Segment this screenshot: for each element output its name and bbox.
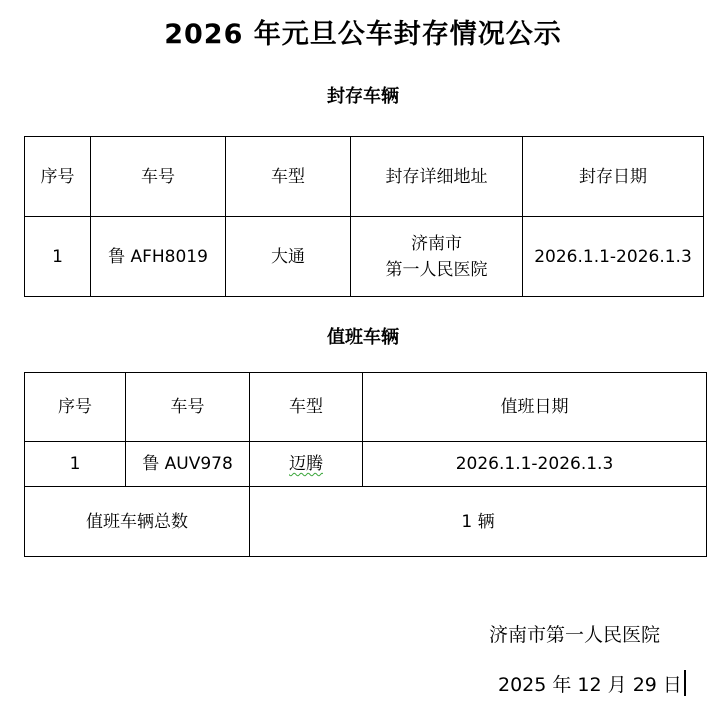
cell-duty-date: 2026.1.1-2026.1.3 — [363, 442, 707, 487]
header-index: 序号 — [25, 137, 91, 217]
text-cursor — [684, 670, 686, 696]
table-header-row — [25, 373, 707, 442]
header-date: 封存日期 — [523, 137, 704, 217]
header-plate: 车号 — [126, 373, 250, 442]
cell-index: 1 — [25, 442, 126, 487]
header-plate: 车号 — [91, 137, 226, 217]
signature-date: 2025 年 12 月 29 日 — [498, 674, 682, 696]
total-label: 值班车辆总数 — [25, 487, 250, 557]
cell-model — [250, 442, 363, 487]
duty-section-title: 值班车辆 — [327, 327, 399, 348]
sealed-vehicles-table — [24, 136, 704, 297]
cell-plate: 鲁 AUV978 — [126, 442, 250, 487]
page-title: 2026 年元旦公车封存情况公示 — [164, 19, 562, 50]
table-row — [25, 217, 704, 297]
header-model: 车型 — [250, 373, 363, 442]
cell-plate: 鲁 AFH8019 — [91, 217, 226, 297]
model-text: 迈腾 — [289, 454, 323, 474]
duty-vehicles-table — [24, 372, 707, 557]
header-index: 序号 — [25, 373, 126, 442]
cell-date: 2026.1.1-2026.1.3 — [523, 217, 704, 297]
header-model: 车型 — [226, 137, 351, 217]
header-address: 封存详细地址 — [351, 137, 523, 217]
table-row — [25, 442, 707, 487]
address-line-2: 第一人民医院 — [385, 259, 488, 280]
cell-model: 大通 — [226, 217, 351, 297]
total-value: 1 辆 — [250, 487, 707, 557]
cell-index: 1 — [25, 217, 91, 297]
signature-organization: 济南市第一人民医院 — [489, 624, 661, 646]
address-line-1: 济南市 — [411, 233, 462, 254]
signature-date-line — [498, 670, 686, 697]
cell-address — [351, 217, 523, 297]
sealed-section-title: 封存车辆 — [327, 86, 399, 107]
table-total-row — [25, 487, 707, 557]
header-duty-date: 值班日期 — [363, 373, 707, 442]
table-header-row — [25, 137, 704, 217]
